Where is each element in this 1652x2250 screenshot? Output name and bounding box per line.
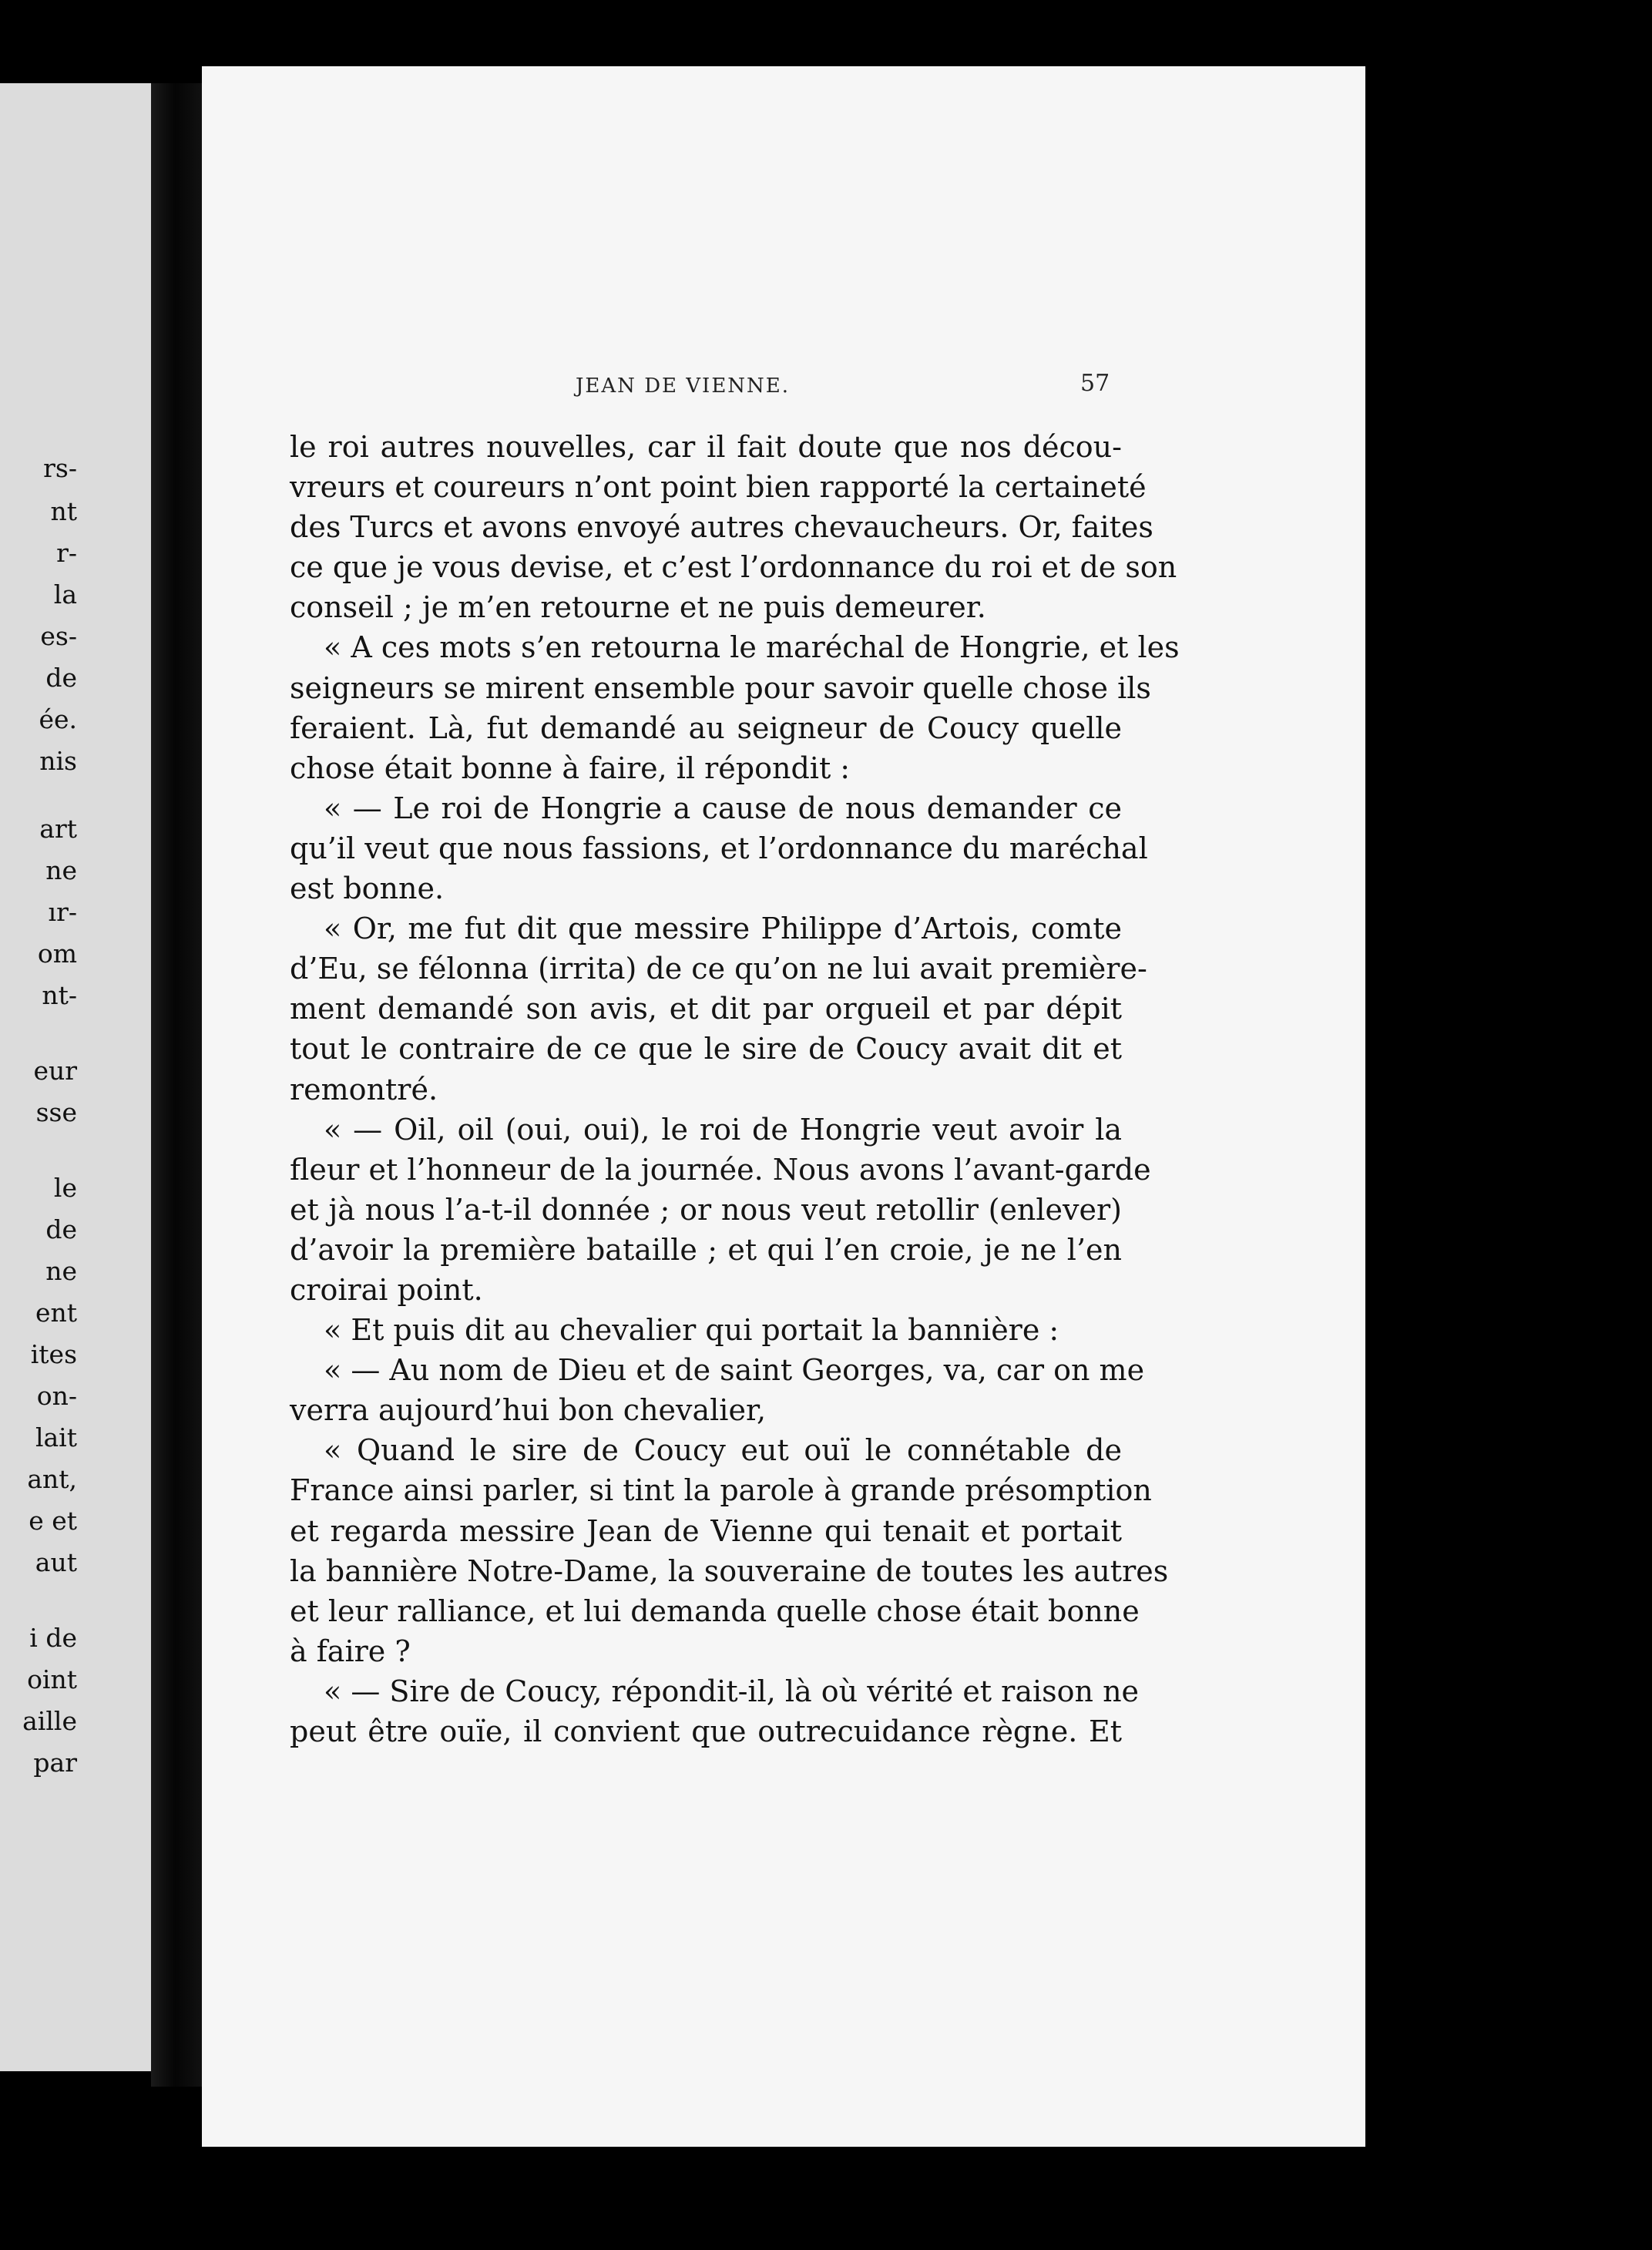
left-fragment: on- — [36, 1381, 77, 1411]
text-line: chose était bonne à faire, il répondit : — [290, 751, 851, 785]
text-line: « — Le roi de Hongrie a cause de nous demander ce — [324, 791, 1122, 825]
left-fragment: lait — [35, 1422, 77, 1452]
text-line: « Or, me fut dit que messire Philippe d’Artois, comte — [324, 912, 1122, 946]
page-number: 57 — [1080, 370, 1110, 397]
left-fragment: de — [45, 1214, 77, 1244]
left-fragment: aut — [35, 1547, 77, 1577]
left-fragment: ites — [30, 1339, 77, 1369]
left-fragment: ée. — [39, 704, 77, 734]
left-fragment: e et — [29, 1506, 77, 1536]
text-line: « A ces mots s’en retourna le maréchal de Hongrie, et les — [324, 630, 1180, 665]
left-fragment: la — [53, 579, 77, 610]
text-line: le roi autres nouvelles, car il fait doute que nos décou- — [290, 430, 1122, 464]
text-line: France ainsi parler, si tint la parole à grande présomption — [290, 1473, 1152, 1508]
left-fragment: nt- — [42, 980, 77, 1010]
left-fragment: nis — [39, 746, 77, 776]
left-fragment: eur — [33, 1056, 77, 1086]
text-line: d’Eu, se félonna (irrita) de ce qu’on ne lui avait première- — [290, 952, 1147, 986]
text-line: croirai point. — [290, 1272, 483, 1307]
left-fragment: art — [39, 814, 77, 844]
left-facing-page — [0, 83, 158, 2071]
text-line: « — Au nom de Dieu et de saint Georges, va, car on me — [324, 1353, 1145, 1388]
left-fragment: aille — [22, 1706, 77, 1736]
running-title: JEAN DE VIENNE. — [576, 374, 791, 398]
text-line: remontré. — [290, 1072, 438, 1107]
text-line: « Quand le sire de Coucy eut ouï le connétable de — [324, 1433, 1122, 1468]
text-line: peut être ouïe, il convient que outrecuidance règne. Et — [290, 1714, 1122, 1748]
text-line: ment demandé son avis, et dit par orgueil et par dépit — [290, 992, 1122, 1026]
left-fragment: r- — [56, 538, 77, 568]
left-fragment: om — [37, 939, 77, 969]
text-line: qu’il veut que nous fassions, et l’ordonnance du maréchal — [290, 831, 1148, 865]
text-line: tout le contraire de ce que le sire de Coucy avait dit et — [290, 1032, 1122, 1066]
left-fragment: ent — [35, 1298, 77, 1328]
text-line: et regarda messire Jean de Vienne qui tenait et portait — [290, 1513, 1122, 1548]
text-line: conseil ; je m’en retourne et ne puis demeurer. — [290, 590, 986, 625]
text-line: à faire ? — [290, 1634, 411, 1668]
text-line: des Turcs et avons envoyé autres chevaucheurs. Or, faites — [290, 510, 1153, 545]
text-line: fleur et l’honneur de la journée. Nous avons l’avant-garde — [290, 1152, 1151, 1187]
left-fragment: es- — [40, 621, 77, 651]
left-fragment: rs- — [43, 453, 77, 483]
running-head — [202, 370, 1365, 413]
left-fragment: par — [33, 1748, 77, 1778]
text-line: d’avoir la première bataille ; et qui l’en croie, je ne l’en — [290, 1232, 1122, 1267]
text-line: ce que je vous devise, et c’est l’ordonnance du roi et de son — [290, 550, 1177, 585]
text-line: « Et puis dit au chevalier qui portait la bannière : — [324, 1313, 1059, 1348]
left-fragment: nt — [50, 496, 77, 526]
text-line: « — Sire de Coucy, répondit-il, là où vérité et raison ne — [324, 1674, 1140, 1708]
left-fragment: sse — [35, 1097, 77, 1127]
text-line: la bannière Notre-Dame, la souveraine de toutes les autres — [290, 1553, 1169, 1588]
left-fragment: i de — [29, 1623, 77, 1653]
left-fragment: ant, — [27, 1464, 77, 1494]
left-fragment: ır- — [48, 897, 77, 927]
body-text — [290, 427, 1180, 1751]
left-fragment: oint — [27, 1664, 77, 1694]
left-fragment: ne — [45, 855, 77, 885]
text-line: feraient. Là, fut demandé au seigneur de Coucy quelle — [290, 710, 1122, 745]
left-fragment: de — [45, 663, 77, 693]
text-line: seigneurs se mirent ensemble pour savoir quelle chose ils — [290, 670, 1151, 705]
text-line: est bonne. — [290, 871, 445, 906]
text-line: et leur ralliance, et lui demanda quelle chose était bonne — [290, 1593, 1140, 1628]
left-fragment: ne — [45, 1256, 77, 1286]
text-line: vreurs et coureurs n’ont point bien rapporté la certaineté — [290, 470, 1147, 505]
left-fragment: le — [53, 1173, 77, 1203]
text-line: verra aujourd’hui bon chevalier, — [290, 1393, 767, 1428]
text-line: et jà nous l’a-t-il donnée ; or nous veut retollir (enlever) — [290, 1192, 1122, 1227]
text-line: « — Oil, oil (oui, oui), le roi de Hongrie veut avoir la — [324, 1112, 1122, 1147]
